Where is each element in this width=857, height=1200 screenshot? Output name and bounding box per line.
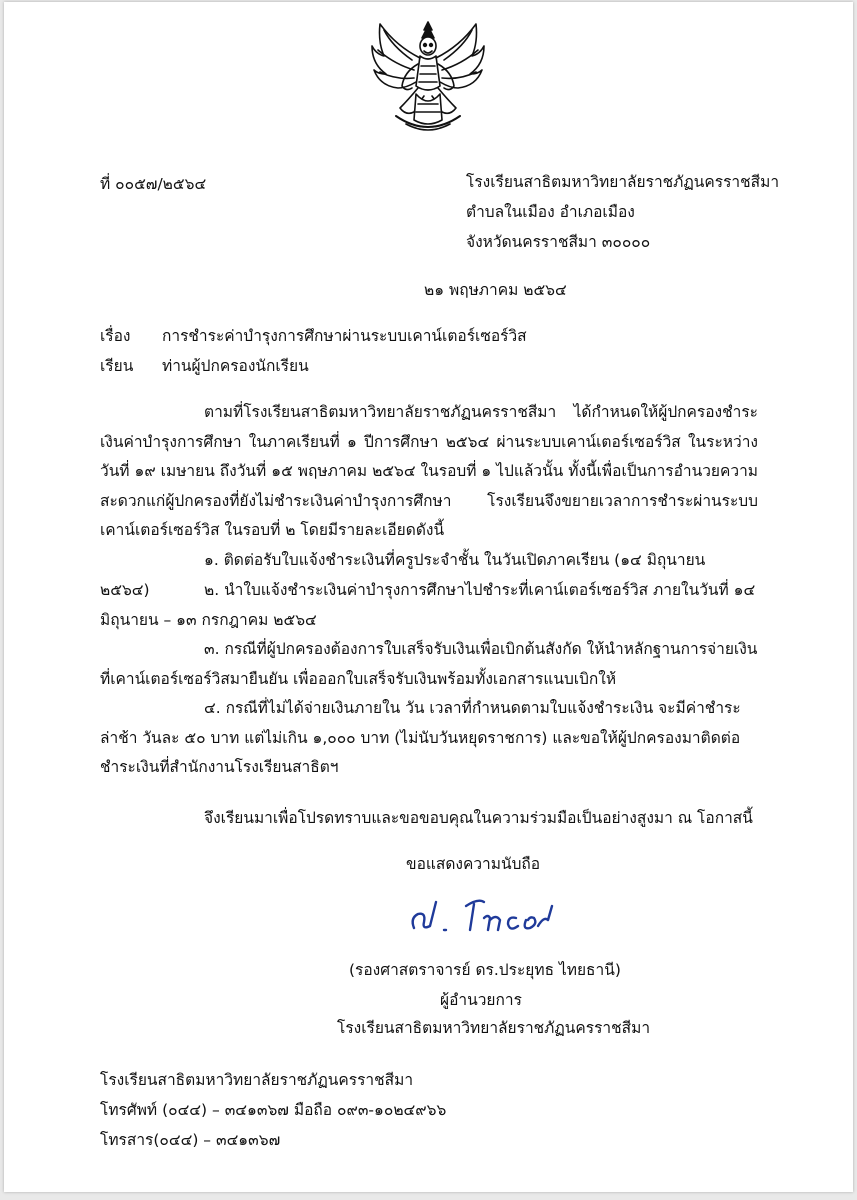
sender-address-line-3: จังหวัดนครราชสีมา ๓๐๐๐๐ bbox=[466, 233, 651, 251]
footer-organization: โรงเรียนสาธิตมหาวิทยาลัยราชภัฏนครราชสีมา bbox=[100, 1071, 414, 1089]
list-item bbox=[100, 694, 758, 783]
garuda-emblem-icon bbox=[366, 16, 490, 140]
document-number: ที่ ๐๐๕๗/๒๕๖๔ bbox=[100, 175, 207, 193]
signer-name: (รองศาสตราจารย์ ดร.ประยุทธ ไทยธานี) bbox=[349, 961, 621, 979]
recipient-text: ท่านผู้ปกครองนักเรียน bbox=[162, 357, 309, 375]
list-item bbox=[100, 635, 758, 694]
intro-text: ตามที่โรงเรียนสาธิตมหาวิทยาลัยราชภัฏนครราชสีมา ได้กำหนดให้ผู้ปกครองชำระเงินค่าบำรุงการศึกษา ในภาคเรียนที่ ๑ ปีการศึกษา ๒๕๖๔ ผ่านระบบเคาน์เตอร์เซอร์วิส ในระหว่างวันที่ ๑๙ เมษายน ถึงวันที่ ๑๕ พฤษภาคม ๒๕๖๔ ในรอบที่ ๑ ไปแล้วนั้น ทั้งนี้เพื่อเป็นการอำนวยความสะดวกแก่ผู้ปกครองที่ยังไม่ชำระเงินค่าบำรุงการศึกษา โรงเรียนจึงขยายเวลาการชำระผ่านระบบเคาน์เตอร์เซอร์วิส ในรอบที่ ๒ โดยมีรายละเอียดดังนี้ bbox=[100, 403, 758, 539]
list-item-text: ๒. นำใบแจ้งชำระเงินค่าบำรุงการศึกษาไปชำระที่เคาน์เตอร์เซอร์วิส ภายในวันที่ ๑๔ มิถุนายน – ๑๓ กรกฎาคม ๒๕๖๔ bbox=[100, 581, 756, 629]
handwritten-signature bbox=[404, 888, 564, 944]
sender-address-line-1: โรงเรียนสาธิตมหาวิทยาลัยราชภัฏนครราชสีมา bbox=[466, 173, 780, 191]
subject-text: การชำระค่าบำรุงการศึกษาผ่านระบบเคาน์เตอร์เซอร์วิส bbox=[162, 327, 527, 345]
list-item-text: ๓. กรณีที่ผู้ปกครองต้องการใบเสร็จรับเงินเพื่อเบิกต้นสังกัด ให้นำหลักฐานการจ่ายเงินที่เคาน์เตอร์เซอร์วิสมายืนยัน เพื่อออกใบเสร็จรับเงินพร้อมทั้งเอกสารแนบเบิกให้ bbox=[100, 640, 758, 688]
list-item-text: ๑. ติดต่อรับใบแจ้งชำระเงินที่ครูประจำชั้น ในวันเปิดภาคเรียน (๑๔ มิถุนายน ๒๕๖๔) bbox=[100, 551, 706, 599]
subject-label: เรื่อง bbox=[100, 327, 131, 345]
closing-sentence: จึงเรียนมาเพื่อโปรดทราบและขอขอบคุณในความร่วมมือเป็นอย่างสูงมา ณ โอกาสนี้ bbox=[204, 809, 753, 827]
recipient-label: เรียน bbox=[100, 357, 134, 375]
sender-address-line-2: ตำบลในเมือง อำเภอเมือง bbox=[466, 203, 635, 221]
footer-fax: โทรสาร(๐๔๔) – ๓๔๑๓๖๗ bbox=[100, 1131, 281, 1149]
list-item bbox=[100, 576, 758, 635]
signer-organization: โรงเรียนสาธิตมหาวิทยาลัยราชภัฏนครราชสีมา bbox=[337, 1019, 651, 1037]
letter-page bbox=[4, 2, 853, 1192]
signer-position: ผู้อำนวยการ bbox=[440, 991, 522, 1009]
footer-phone: โทรศัพท์ (๐๔๔) – ๓๔๑๓๖๗ มือถือ ๐๙๓-๑๐๒๔๙๖๖ bbox=[100, 1101, 447, 1119]
letter-date: ๒๑ พฤษภาคม ๒๕๖๔ bbox=[424, 281, 567, 299]
intro-paragraph bbox=[100, 398, 758, 546]
list-item-text: ๔. กรณีที่ไม่ได้จ่ายเงินภายใน วัน เวลาที่กำหนดตามใบแจ้งชำระเงิน จะมีค่าชำระล่าช้า วันละ ๕๐ บาท แต่ไม่เกิน ๑,๐๐๐ บาท (ไม่นับวันหยุดราชการ) และขอให้ผู้ปกครองมาติดต่อชำระเงินที่สำนักงานโรงเรียนสาธิตฯ bbox=[100, 699, 741, 776]
regards-text: ขอแสดงความนับถือ bbox=[406, 855, 541, 873]
